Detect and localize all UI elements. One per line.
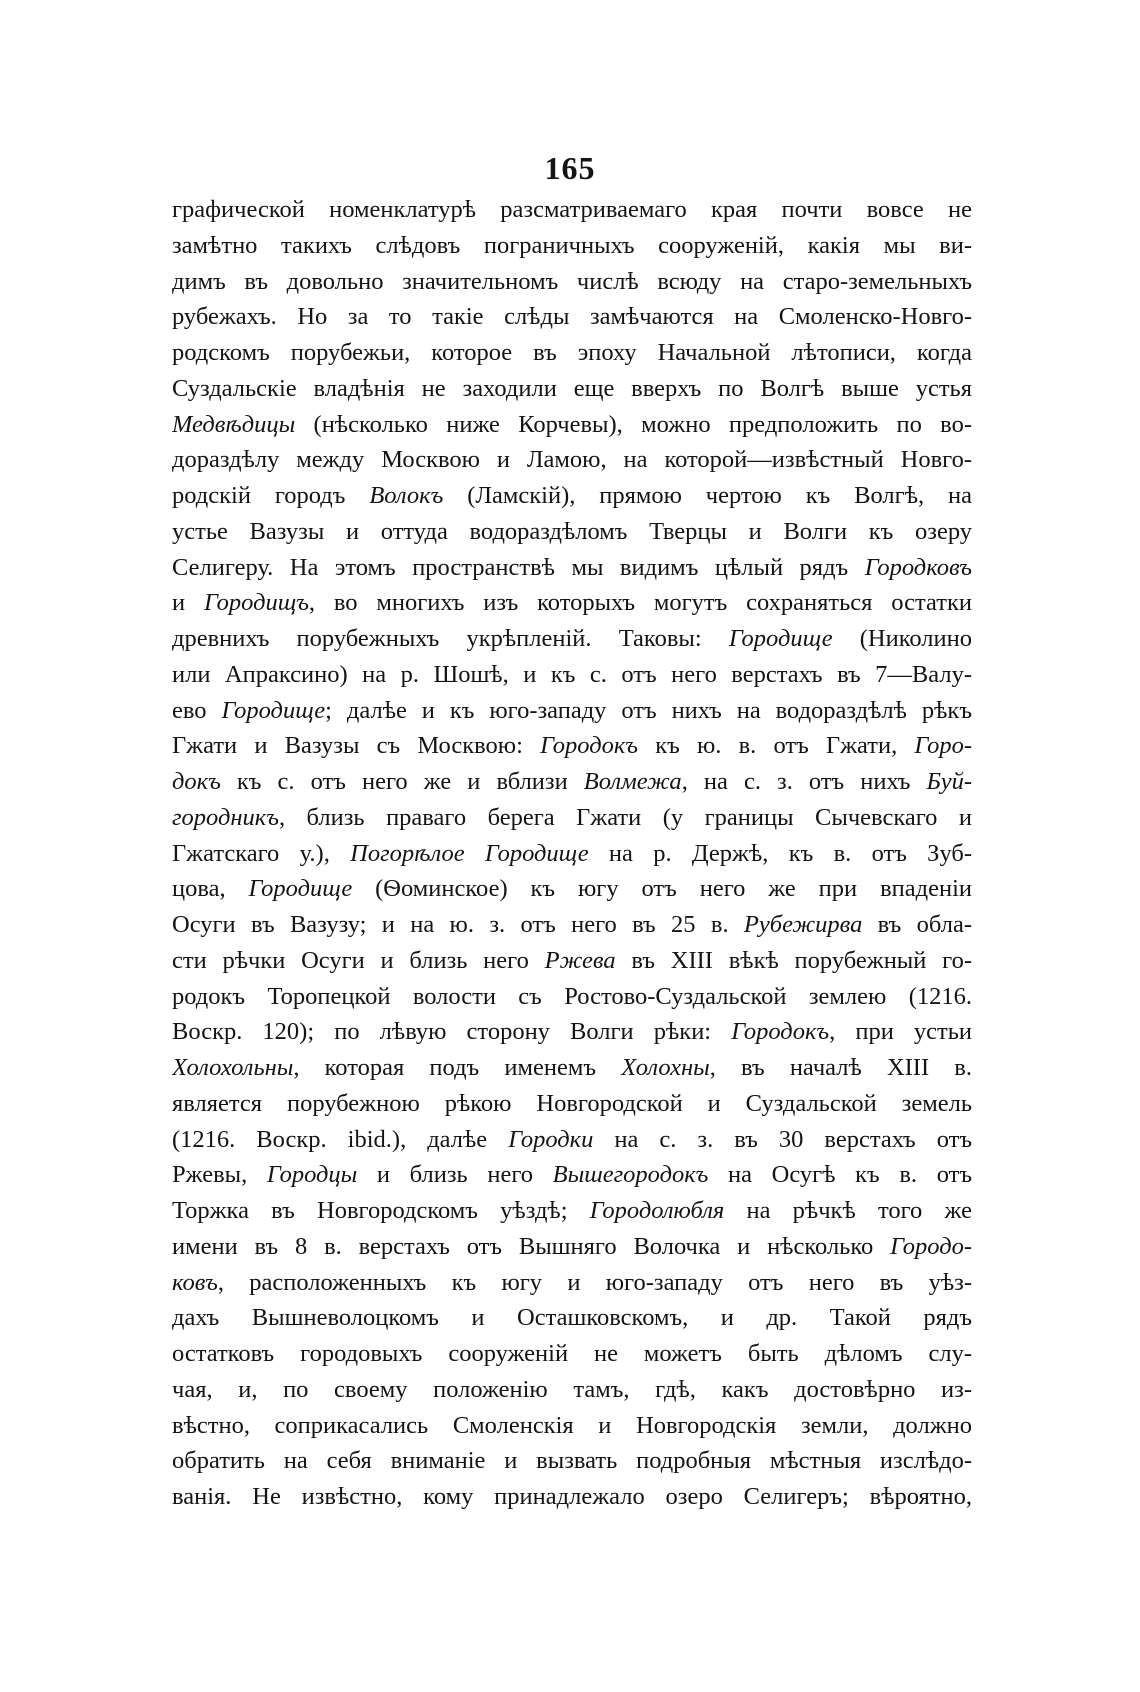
text-segment: на с. з. въ 30 верстахъ отъ [593, 1125, 972, 1153]
text-segment: родокъ Торопецкой волости съ Ростово-Суздальской землею (1216. [172, 982, 972, 1010]
page-number: 165 [544, 150, 596, 186]
text-line [172, 979, 972, 1015]
italic-segment: Холохны [621, 1054, 710, 1081]
text-segment: въ обла- [862, 911, 972, 938]
text-line [172, 1014, 972, 1050]
italic-segment: Волмежа [583, 768, 682, 795]
text-line [172, 1479, 972, 1515]
italic-segment: Вышегородокъ [552, 1161, 709, 1189]
text-segment: (Ѳоминское) къ югу отъ него же при впаденіи [352, 875, 972, 903]
text-segment: (Ламскій), прямою чертою къ Волгѣ, на [443, 482, 972, 509]
text-line [172, 299, 972, 335]
text-line [172, 621, 972, 657]
text-line [172, 1050, 972, 1086]
text-segment: рубежахъ. Но за то такіе слѣды замѣчаются на Смоленско-Новго- [172, 303, 972, 331]
text-segment: Осуги въ Вазузу; и на ю. з. отъ него въ 25 в. [172, 911, 744, 938]
italic-segment: Ржева [544, 946, 616, 974]
text-segment: (нѣсколько ниже Корчевы), можно предположить по во- [295, 410, 972, 438]
text-segment: родскій городъ [172, 482, 370, 509]
italic-segment: Городище [248, 875, 353, 903]
text-segment: или Апраксино) на р. Шошѣ, и къ с. отъ него верстахъ въ 7—Валу- [172, 660, 972, 688]
text-line [172, 1443, 972, 1479]
text-segment: Гжати и Вазузы съ Москвою: [172, 732, 541, 760]
text-segment: , во многихъ изъ которыхъ могутъ сохраняться остатки [308, 589, 972, 617]
italic-segment: Городо- [890, 1232, 972, 1260]
text-line [172, 1193, 972, 1229]
text-segment: на Осугѣ къ в. отъ [708, 1161, 972, 1189]
text-segment: устье Вазузы и оттуда водораздѣломъ Тверцы и Волги къ озеру [172, 517, 972, 545]
text-segment: родскомъ порубежьи, которое въ эпоху Начальной лѣтописи, когда [172, 339, 972, 366]
italic-segment: Холохольны [172, 1054, 294, 1081]
text-line [172, 371, 972, 407]
italic-segment: Городки [508, 1125, 594, 1153]
text-line [172, 585, 972, 621]
italic-segment: Погорѣлое Городище [350, 839, 589, 867]
text-segment: имени въ 8 в. верстахъ отъ Вышняго Волочка и нѣсколько [172, 1232, 891, 1260]
text-segment: является порубежною рѣкою Новгородской и Суздальской земель [172, 1089, 972, 1117]
text-line [172, 1157, 972, 1193]
italic-segment: Медвѣдицы [172, 410, 296, 438]
text-segment: на рѣчкѣ того же [724, 1197, 972, 1224]
text-line [172, 192, 972, 228]
text-segment: , которая подъ именемъ [293, 1054, 622, 1081]
italic-segment: Волокъ [369, 482, 444, 509]
text-segment: на р. Держѣ, къ в. отъ Зуб- [588, 839, 972, 867]
text-line [172, 728, 972, 764]
text-line [172, 1300, 972, 1336]
text-segment: ванія. Не извѣстно, кому принадлежало озеро Селигеръ; вѣроятно, [172, 1483, 972, 1510]
text-line [172, 836, 972, 872]
italic-segment: Городокъ [540, 732, 639, 760]
italic-segment: Городолюбля [589, 1197, 725, 1224]
body-text [172, 192, 972, 1515]
italic-segment: Городище [728, 625, 833, 652]
text-segment: цова, [172, 875, 249, 903]
italic-segment: Городище [221, 696, 326, 724]
text-segment: древнихъ порубежныхъ укрѣпленій. Таковы: [172, 625, 729, 652]
text-segment: графической номенклатурѣ разсматриваемаго края почти вовсе не [172, 196, 972, 223]
text-segment: дахъ Вышневолоцкомъ и Осташковскомъ, и др. Такой рядъ [172, 1304, 972, 1332]
text-segment: , расположенныхъ къ югу и юго-западу отъ него въ уѣз- [217, 1268, 972, 1296]
text-line [172, 407, 972, 443]
text-segment: замѣтно такихъ слѣдовъ пограничныхъ сооруженій, какія мы ви- [172, 231, 972, 259]
text-segment: къ с. отъ него же и вблизи [220, 768, 584, 795]
text-segment: Воскр. 120); по лѣвую сторону Волги рѣки: [172, 1018, 732, 1046]
italic-segment: Рубежирва [743, 911, 863, 938]
text-segment: , на с. з. отъ нихъ [681, 768, 927, 795]
italic-segment: Городковъ [864, 553, 972, 581]
text-segment: обратить на себя вниманіе и вызвать подробныя мѣстныя изслѣдо- [172, 1447, 972, 1475]
italic-segment: докъ [172, 768, 221, 795]
italic-segment: Горо- [914, 732, 972, 760]
text-line [172, 764, 972, 800]
text-line [172, 264, 972, 300]
text-line [172, 1086, 972, 1122]
text-segment: , близь праваго берега Гжати (у границы Сычевскаго и [278, 803, 972, 831]
text-segment: ; далѣе и къ юго-западу отъ нихъ на водораздѣлѣ рѣкъ [325, 696, 972, 724]
text-segment: Гжатскаго у.), [172, 839, 351, 867]
text-segment: чая, и, по своему положенію тамъ, гдѣ, какъ достовѣрно из- [172, 1375, 972, 1403]
text-segment: въ XIII вѣкѣ порубежный го- [615, 946, 972, 974]
text-line [172, 907, 972, 943]
text-segment: и близь него [357, 1161, 553, 1189]
text-segment: и [172, 589, 204, 617]
text-segment: сти рѣчки Осуги и близь него [172, 946, 545, 974]
text-line [172, 1265, 972, 1301]
text-segment: ево [172, 696, 222, 724]
text-segment: Селигеру. На этомъ пространствѣ мы видимъ цѣлый рядъ [172, 553, 865, 581]
text-segment: (Николино [832, 625, 972, 652]
text-line [172, 478, 972, 514]
text-line [172, 442, 972, 478]
text-line [172, 800, 972, 836]
text-segment: остатковъ городовыхъ сооруженій не можетъ быть дѣломъ слу- [172, 1340, 972, 1367]
text-segment: дораздѣлу между Москвою и Ламою, на которой—извѣстный Новго- [172, 446, 972, 474]
text-line [172, 1122, 972, 1158]
text-segment: вѣстно, соприкасались Смоленскія и Новгородскія земли, должно [172, 1411, 972, 1439]
text-segment: Ржевы, [172, 1161, 267, 1189]
text-segment: димъ въ довольно значительномъ числѣ всюду на старо-земельныхъ [172, 267, 972, 295]
italic-segment: Буй- [926, 768, 972, 795]
text-line [172, 1408, 972, 1444]
text-segment: , при устьи [829, 1018, 972, 1046]
italic-segment: Городищъ [203, 589, 309, 617]
italic-segment: Городцы [266, 1161, 358, 1189]
text-segment: (1216. Воскр. ibid.), далѣе [172, 1125, 509, 1153]
italic-segment: Городокъ [731, 1018, 830, 1046]
text-line [172, 693, 972, 729]
text-line [172, 871, 972, 907]
text-segment: , въ началѣ XIII в. [709, 1054, 972, 1081]
italic-segment: городникъ [172, 803, 279, 831]
text-segment: Торжка въ Новгородскомъ уѣздѣ; [172, 1197, 590, 1224]
text-segment: Суздальскіе владѣнія не заходили еще вверхъ по Волгѣ выше устья [172, 374, 972, 402]
text-line [172, 1372, 972, 1408]
italic-segment: ковъ [172, 1268, 218, 1296]
text-line [172, 550, 972, 586]
text-line [172, 1336, 972, 1372]
text-line [172, 657, 972, 693]
text-line [172, 514, 972, 550]
text-line [172, 1229, 972, 1265]
text-segment: къ ю. в. отъ Гжати, [638, 732, 915, 760]
text-line [172, 335, 972, 371]
text-line [172, 228, 972, 264]
text-line [172, 943, 972, 979]
